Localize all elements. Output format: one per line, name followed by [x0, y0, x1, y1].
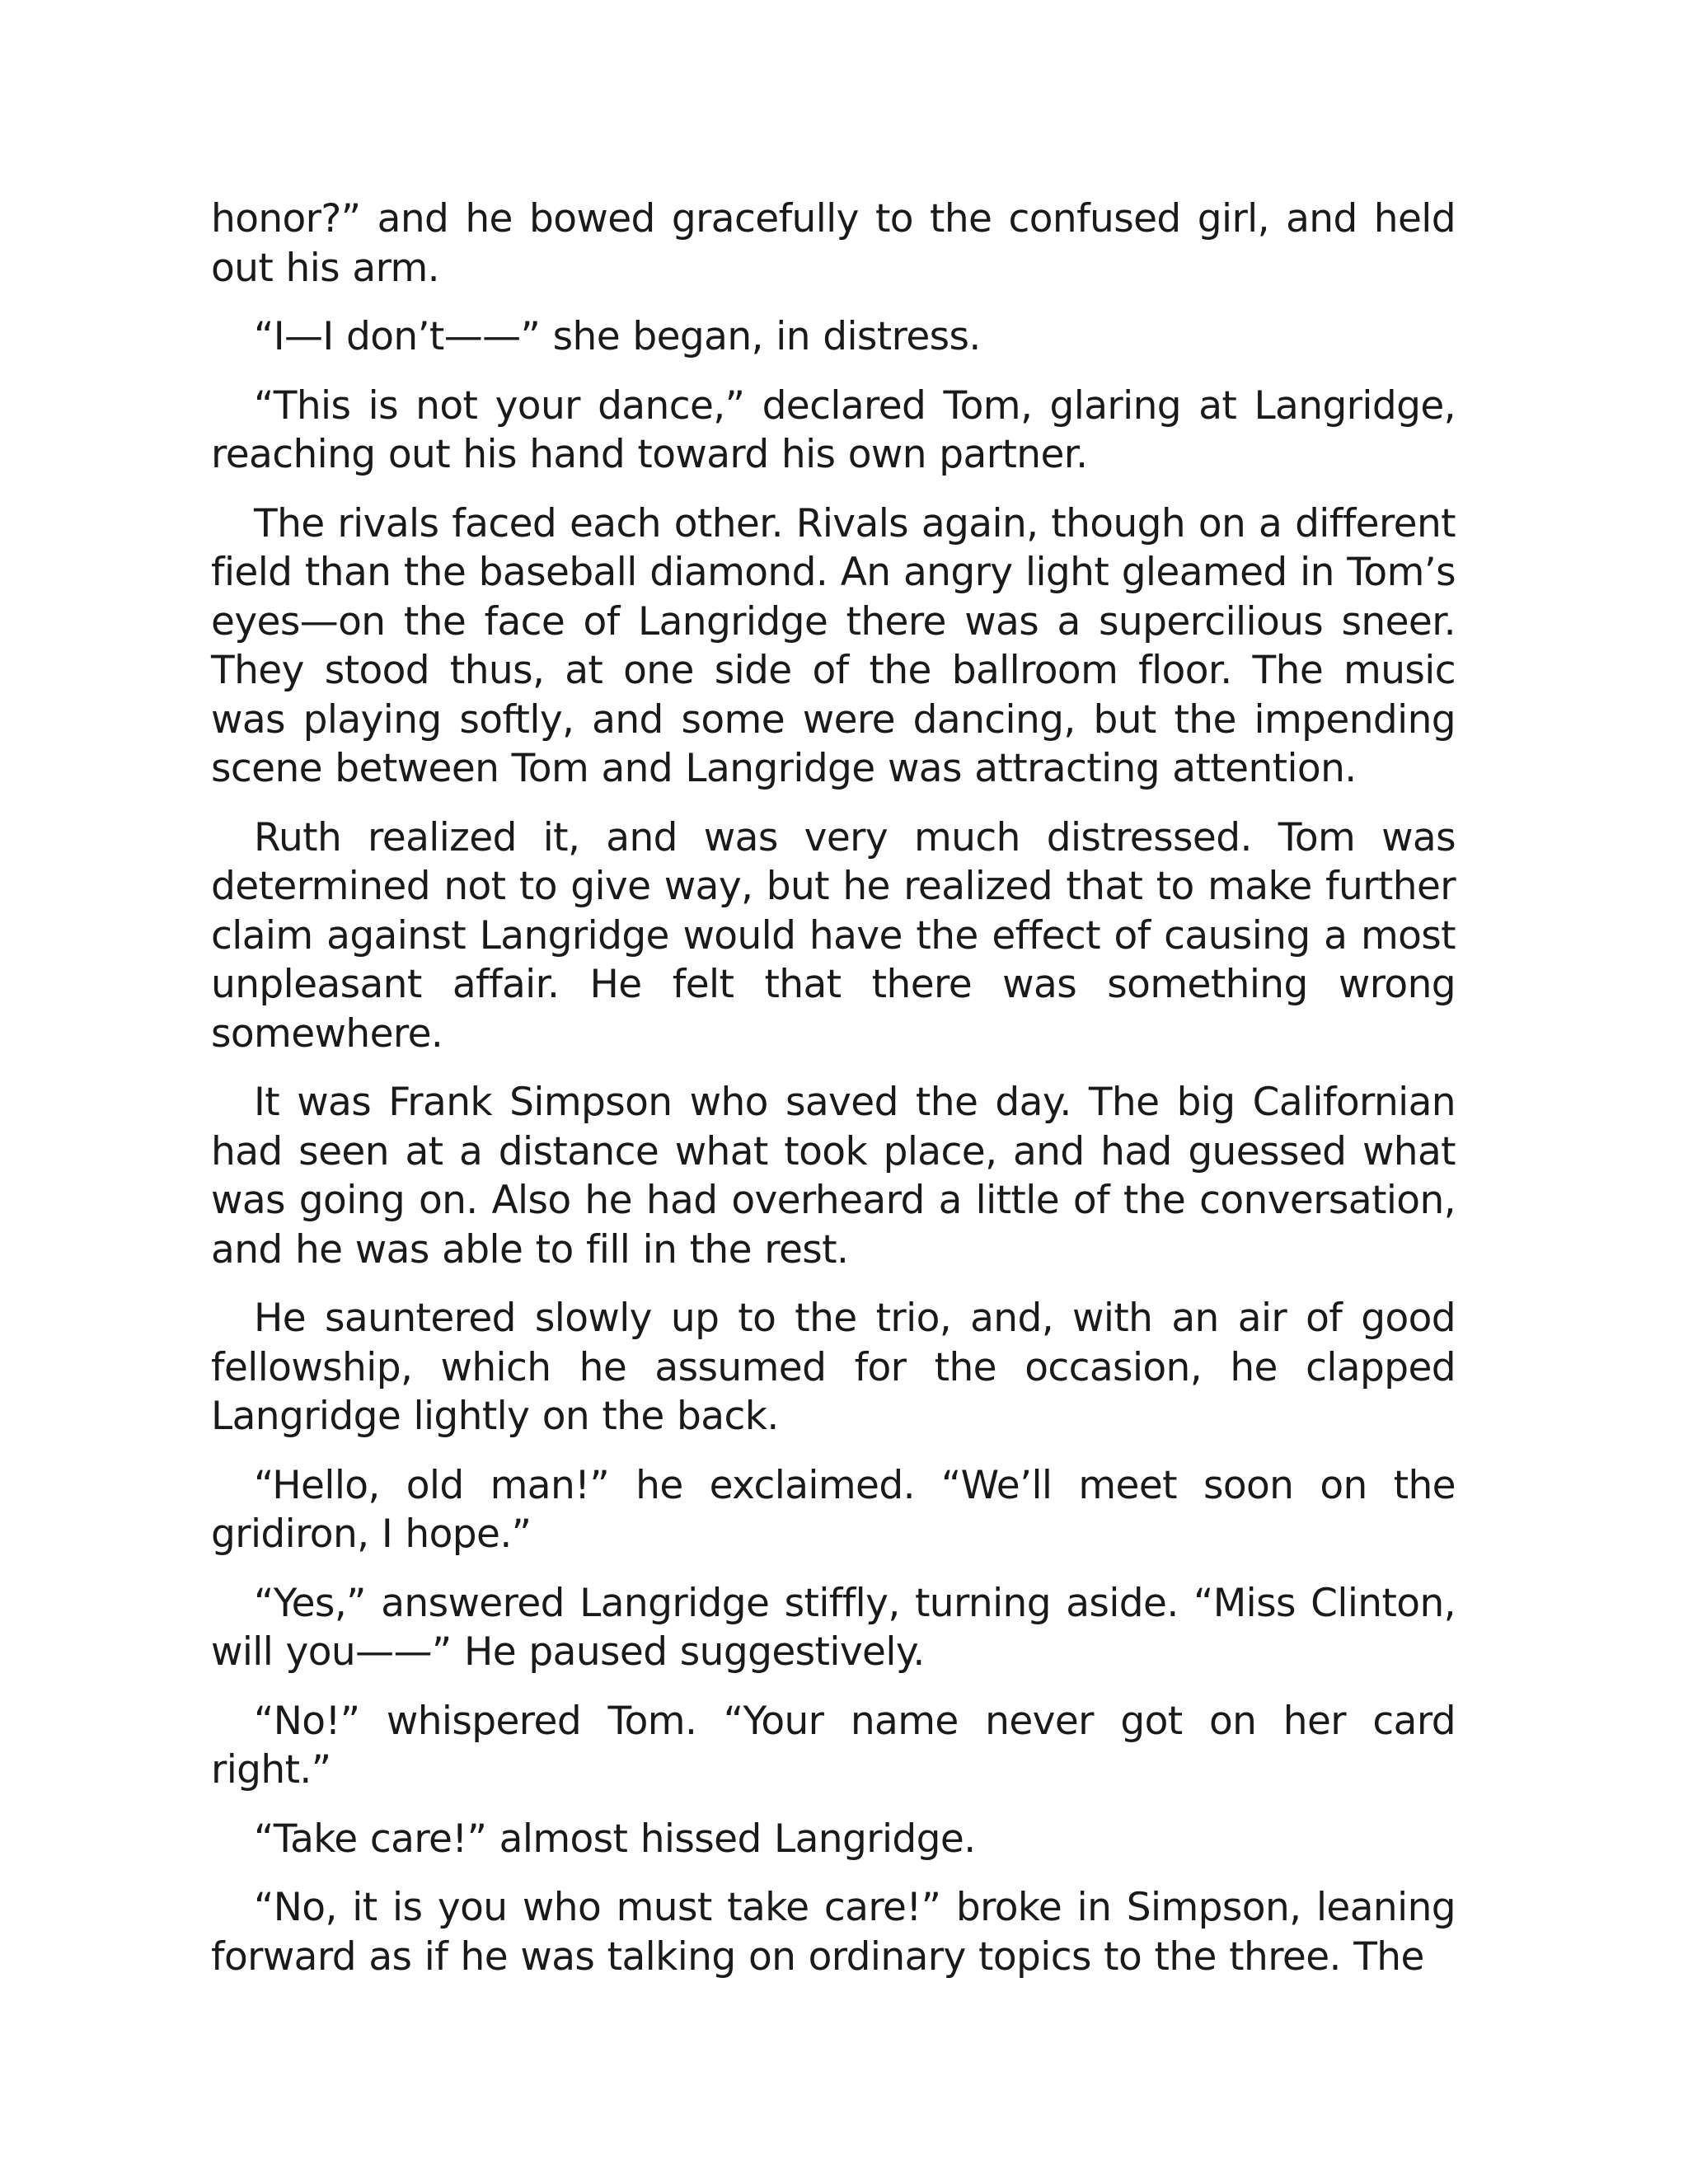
- paragraph: “No, it is you who must take care!” broke in Simpson, leaning forward as if he was talking on ordinary topics to the three. The: [211, 1885, 1456, 1980]
- paragraph: The rivals faced each other. Rivals again, though on a different field than the baseball diamond. An angry light gleamed in Tom’s eyes—on the face of Langridge there was a supercilious sneer. They stood thus, at one side of the ballroom floor. The music was playing softly, and some were dancing, but the impending scene between Tom and Langridge was attracting attention.: [211, 500, 1456, 791]
- paragraph: “No!” whispered Tom. “Your name never got on her card right.”: [211, 1698, 1456, 1793]
- paragraph: He sauntered slowly up to the trio, and, with an air of good fellowship, which he assumed for the occasion, he clapped Langridge lightly on the back.: [211, 1296, 1456, 1439]
- paragraph: “Hello, old man!” he exclaimed. “We’ll meet soon on the gridiron, I hope.”: [211, 1462, 1456, 1557]
- paragraph: Ruth realized it, and was very much distressed. Tom was determined not to give way, but he realized that to make further claim against Langridge would have the effect of causing a most unpleasant affair. He felt that there was something wrong somewhere.: [211, 814, 1456, 1057]
- paragraph: “I—I don’t——” she began, in distress.: [254, 314, 981, 359]
- paragraph: honor?” and he bowed gracefully to the confused girl, and held out his arm.: [211, 196, 1456, 291]
- page-text: [211, 194, 1456, 2001]
- paragraph: It was Frank Simpson who saved the day. The big Californian had seen at a distance what took place, and had guessed what was going on. Also he had overheard a little of the conversation, and he was able to fill in the rest.: [211, 1080, 1456, 1272]
- paragraph: “Take care!” almost hissed Langridge.: [254, 1816, 976, 1862]
- paragraph: “This is not your dance,” declared Tom, glaring at Langridge, reaching out his hand toward his own partner.: [211, 382, 1456, 477]
- paragraph: “Yes,” answered Langridge stiffly, turning aside. “Miss Clinton, will you——” He paused suggestively.: [211, 1580, 1456, 1675]
